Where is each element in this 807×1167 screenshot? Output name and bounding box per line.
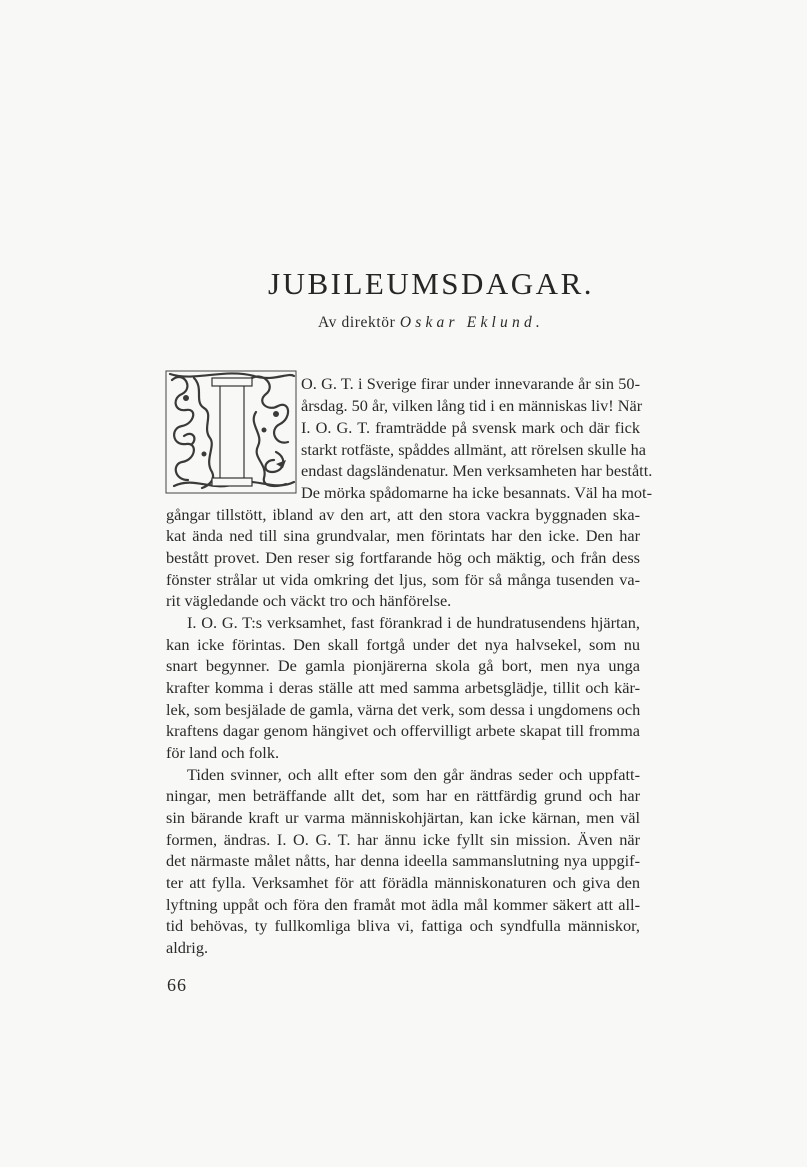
text-line: aldrig. xyxy=(166,938,209,957)
text-line: ter att fylla. Verksamhet för att förädla människonaturen och giva den xyxy=(166,873,640,892)
ornamental-drop-cap-icon xyxy=(164,368,298,498)
byline xyxy=(0,314,807,332)
text-line: för land och folk. xyxy=(166,743,280,762)
text-line: I. O. G. T. framträdde på svensk mark och där fick xyxy=(301,418,640,437)
text-line: lyftning uppåt och föra den framåt mot ädla mål kommer säkert att all- xyxy=(166,895,640,914)
text-line: rit vägledande och väckt tro och hänförelse. xyxy=(166,591,452,610)
text-line: starkt rotfäste, spåddes allmänt, att rörelsen skulle ha xyxy=(301,440,646,459)
page-number: 66 xyxy=(167,975,187,995)
text-line: snart begynner. De gamla pionjärerna skola gå bort, men nya unga xyxy=(166,656,640,675)
text-line: tid behövas, ty fullkomliga bliva vi, fattiga och syndfulla människor, xyxy=(166,916,640,935)
text-line-first: O. G. T. i Sverige firar under innevarande år sin 50- xyxy=(301,374,640,393)
text-line: lek, som besjälade de gamla, värna det verk, som dessa i ungdomens och xyxy=(166,700,641,719)
text-line: sin bärande kraft ur varma människohjärtan, kan icke kärnan, men väl xyxy=(166,808,640,827)
text-line: det närmaste målet nåtts, har denna ideella sammanslutning nya uppgif- xyxy=(166,851,640,870)
text-line: Tiden svinner, och allt efter som den går ändras seder och uppfatt- xyxy=(187,765,640,784)
text-line: kan icke förintas. Den skall fortgå under det nya halvsekel, som nu xyxy=(166,635,640,654)
text-line: bestått provet. Den reser sig fortfarande hög och mäktig, och från dess xyxy=(166,548,640,567)
text-line: formen, ändras. I. O. G. T. har ännu icke fyllt sin mission. Även när xyxy=(166,830,640,849)
text-line: krafter komma i deras ställe att med samma arbetsglädje, tillit och kär- xyxy=(166,678,640,697)
text-line: fönster strålar ut vida omkring det ljus, som för så många tusenden va- xyxy=(166,570,640,589)
byline-prefix: Av direktör xyxy=(318,314,396,331)
article-title: JUBILEUMSDAGAR. xyxy=(268,266,594,301)
text-line: endast dagsländenatur. Men verksamheten har bestått. xyxy=(301,461,653,480)
text-line: kraftens dagar genom hängivet och offervilligt arbete skapat till fromma xyxy=(166,721,640,740)
text-line: I. O. G. T:s verksamhet, fast förankrad i de hundratusendens hjärtan, xyxy=(187,613,640,632)
text-line: kat ända ned till sina grundvalar, men förintats har den icke. Den har xyxy=(166,526,640,545)
text-line: ningar, men beträffande allt det, som har en rättfärdig grund och har xyxy=(166,786,640,805)
text-line: De mörka spådomarne ha icke besannats. Väl ha mot- xyxy=(301,483,652,502)
text-line: årsdag. 50 år, vilken lång tid i en människas liv! När xyxy=(301,396,643,415)
text-line: gångar tillstött, ibland av den art, att den stora vackra byggnaden ska- xyxy=(166,505,640,524)
author-name: Oskar Eklund. xyxy=(399,314,544,331)
